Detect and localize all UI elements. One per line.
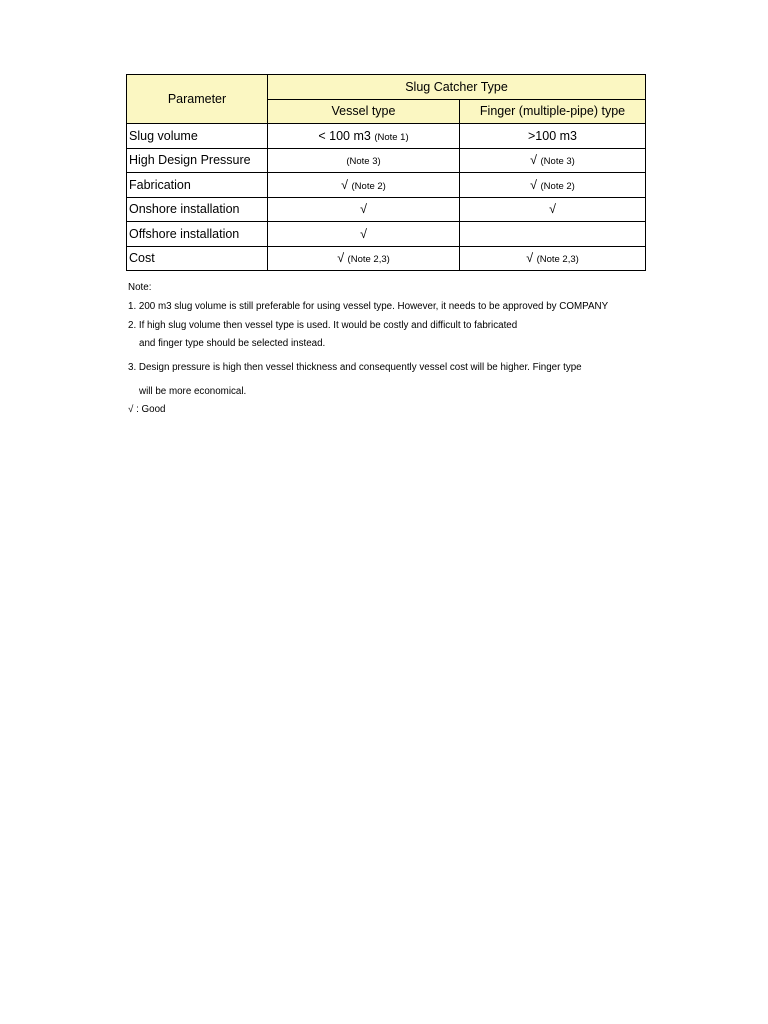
- finger-cell: [460, 197, 646, 222]
- cell-main: √: [337, 251, 345, 266]
- table-row: [127, 148, 646, 173]
- cell-note: (Note 2): [540, 180, 575, 192]
- finger-cell: [460, 222, 646, 247]
- vessel-cell: [268, 173, 460, 198]
- legend-good: √ : Good: [128, 404, 166, 415]
- finger-cell: [460, 246, 646, 271]
- header-finger-type: Finger (multiple-pipe) type: [460, 99, 646, 124]
- row-param: Cost: [127, 246, 268, 271]
- cell-main: >100 m3: [528, 128, 577, 143]
- vessel-cell: [268, 148, 460, 173]
- table-row: [127, 222, 646, 247]
- row-param: Onshore installation: [127, 197, 268, 222]
- table-header-row: [127, 75, 646, 100]
- row-param: Offshore installation: [127, 222, 268, 247]
- vessel-cell: [268, 222, 460, 247]
- cell-main: √: [530, 153, 538, 168]
- cell-main: √: [341, 177, 349, 192]
- cell-note: (Note 1): [374, 131, 409, 143]
- note-2-line-1: 2. If high slug volume then vessel type is used. It would be costly and difficult to fabricated: [128, 320, 518, 331]
- cell-note: (Note 2,3): [536, 254, 579, 266]
- table-row: [127, 246, 646, 271]
- note-1: 1. 200 m3 slug volume is still preferable for using vessel type. However, it needs to be approved by COMPANY: [128, 301, 609, 312]
- cell-note: (Note 3): [540, 156, 575, 168]
- note-3-line-1: 3. Design pressure is high then vessel thickness and consequently vessel cost will be higher. Finger type: [128, 362, 582, 373]
- cell-main: √: [549, 202, 556, 217]
- cell-note: (Note 2,3): [347, 254, 390, 266]
- note-2-line-2: and finger type should be selected instead.: [139, 338, 326, 349]
- table-row: [127, 197, 646, 222]
- cell-note: (Note 3): [346, 156, 381, 168]
- note-3-line-2: will be more economical.: [139, 386, 247, 397]
- row-param: Slug volume: [127, 124, 268, 149]
- cell-main: √: [360, 226, 367, 241]
- cell-main: < 100 m3: [318, 128, 371, 143]
- finger-cell: [460, 148, 646, 173]
- vessel-cell: [268, 246, 460, 271]
- finger-cell: [460, 173, 646, 198]
- vessel-cell: [268, 124, 460, 149]
- vessel-cell: [268, 197, 460, 222]
- row-param: Fabrication: [127, 173, 268, 198]
- header-slug-catcher-type: Slug Catcher Type: [268, 75, 646, 100]
- cell-main: √: [526, 251, 534, 266]
- header-parameter: Parameter: [127, 75, 268, 124]
- header-vessel-type: Vessel type: [268, 99, 460, 124]
- table-row: [127, 173, 646, 198]
- notes-title: Note:: [128, 282, 152, 293]
- finger-cell: [460, 124, 646, 149]
- cell-note: (Note 2): [351, 180, 386, 192]
- row-param: High Design Pressure: [127, 148, 268, 173]
- slug-catcher-comparison-table: [126, 74, 646, 271]
- table-row: [127, 124, 646, 149]
- cell-main: √: [360, 202, 367, 217]
- cell-main: √: [530, 177, 538, 192]
